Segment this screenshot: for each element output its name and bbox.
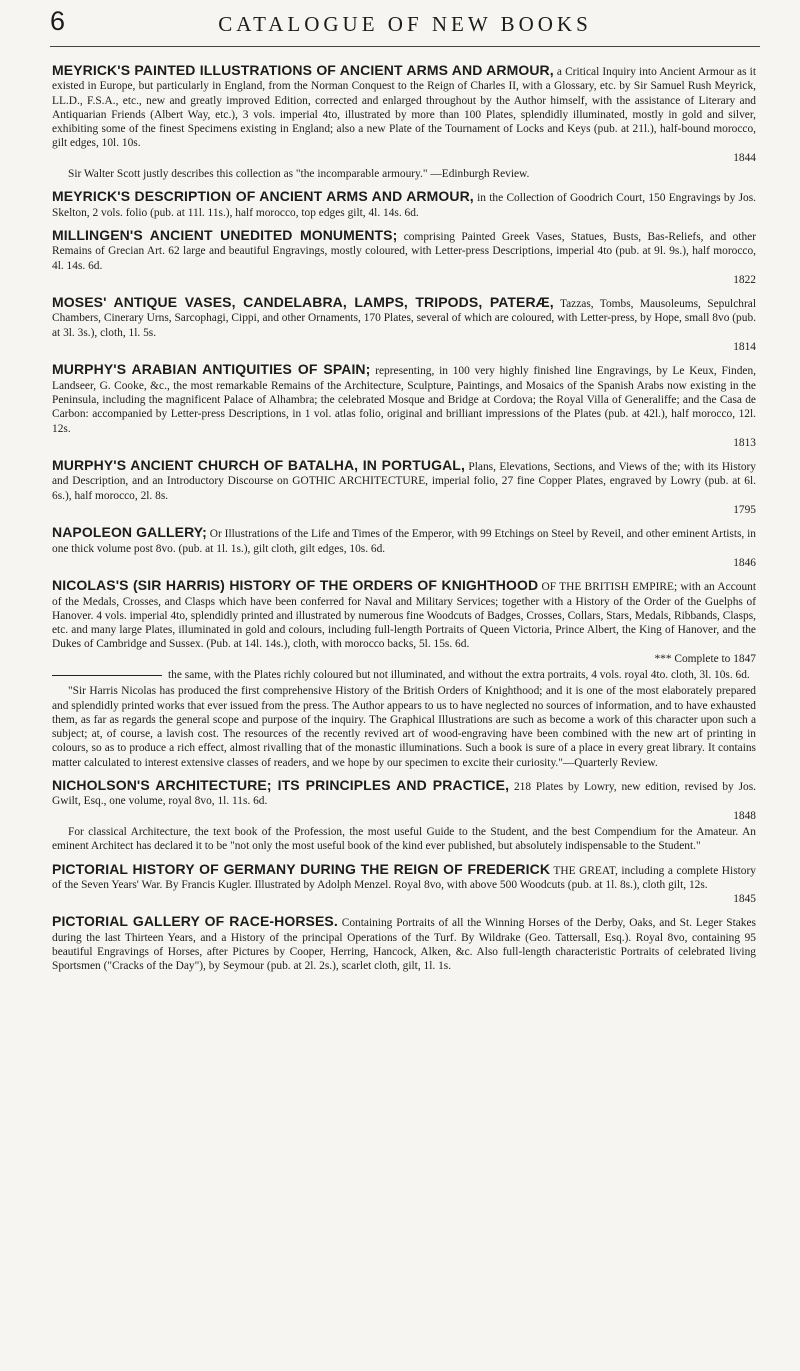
entry-body: Containing Portraits of all the Winning Horses of the Derby, Oaks, and St. Leger Stakes during the last Thirteen Years, and a History of the principal Operations of the Turf. By Wildrake (Geo. Tattersall, Esq.). Royal 8vo, containing 95 beautiful Engravings of Horses, after Pictures by Cooper, Herring, Hancock, Alken, &c. Also full-length characteristic Portraits of celebrated living Sportsmen ("Cracks of the Day"), by Seymour (pub. at 2l. 2s.), scarlet cloth, gilt, 1l. 1s. — [52, 917, 756, 973]
catalogue-entry — [52, 862, 756, 907]
entry-note: Sir Walter Scott justly describes this collection as "the incomparable armoury." —Edinburgh Review. — [68, 168, 530, 181]
entry-variant — [52, 668, 756, 682]
entry-body: a Critical Inquiry into Ancient Armour as it existed in Europe, but particularly in England, from the Norman Conquest to the Reign of Charles II, with a Glossary, etc. by Sir Samuel Rush Meyrick, LL.D., F.S.A., etc., new and greatly improved Edition, corrected and enlarged throughout by the Author himself, with the assistance of Literary and Antiquarian Friends (Albert Way, etc.), 3 vols. imperial 4to, illustrated by more than 100 Plates, splendidly illuminated, mostly in gold and silver, exhibiting some of the finest Specimens existing in England; also a new Plate of the Tournament of Locks and Keys (pub. at 21l.), half-bound morocco, gilt edges, 10l. 10s. — [52, 66, 756, 150]
entry-body: representing, in 100 very highly finished line Engravings, by Le Keux, Finden, Landseer, G. Cooke, &c., the most remarkable Remains of the Architecture, Sculpture, Paintings, and Mosaics of the Spanish Arabs now existing in the Peninsula, including the magnificent Palace of Alhambra; the celebrated Mosque and Bridge at Cordova; the Royal Villa of Generaliffe; and the Casa de Carbon: accompanied by Letter-press Descriptions, in 1 vol. atlas folio, original and brilliant impressions of the Plates (pub. at 42l.), half morocco, 12l. 12s. — [52, 365, 756, 435]
entry-year: 1795 — [733, 504, 756, 517]
ditto-dash — [52, 675, 162, 676]
catalogue-entry — [52, 525, 756, 570]
entry-note: "Sir Harris Nicolas has produced the first comprehensive History of the British Orders of Knighthood; and it is one of the most elaborately prepared and splendidly printed works that ever issued from the press. The Author appears to us to have neglected no sources of information, and to have exhausted them, as far as regards the general scope and purpose of the inquiry. The Graphical Illustrations are such as become a work of this character upon such a subject; at, of course, a lavish cost. The resources of the recently revived art of wood-engraving have been combined with the new art of printing in colours, so as to produce a rich effect, almost rivalling that of the monastic illuminations. Such a book is sure of a place in every great library. It contains matter calculated to interest extensive classes of readers, and we hope by our specimen to excite their curiosity."—Quarterly Review. — [52, 685, 756, 769]
page-header — [50, 0, 760, 47]
entry-title: MURPHY'S ARABIAN ANTIQUITIES OF SPAIN; — [52, 361, 371, 378]
entry-year: 1813 — [733, 436, 756, 449]
catalogue-entry — [52, 228, 756, 287]
entry-title: MEYRICK'S PAINTED ILLUSTRATIONS OF ANCIENT ARMS AND ARMOUR, — [52, 62, 554, 78]
entries — [52, 47, 756, 974]
page-number: 6 — [50, 6, 66, 36]
entry-body: Tazzas, Tombs, Mausoleums, Sepulchral Chambers, Cinerary Urns, Sarcophagi, Cippi, and other Ornaments, 170 Plates, several of which are coloured, with Letter-press, by Hope, small 8vo (pub. at 3l. 3s.), cloth, 1l. 5s. — [52, 298, 756, 339]
entry-year: 1848 — [733, 809, 756, 822]
catalogue-entry — [52, 778, 756, 853]
entry-year: 1845 — [733, 893, 756, 906]
entry-title: NICHOLSON'S ARCHITECTURE; ITS PRINCIPLES AND PRACTICE, — [52, 777, 510, 794]
entry-title: NAPOLEON GALLERY; — [52, 524, 207, 541]
entry-title: MILLINGEN'S ANCIENT UNEDITED MONUMENTS; — [52, 226, 398, 243]
entry-body: OF THE BRITISH EMPIRE; with an Account of the Medals, Crosses, and Clasps which have been conferred for Naval and Military Services; together with a History of the Order of the Guelphs of Hanover. 4 vols. imperial 4to, splendidly printed and illustrated by numerous fine Woodcuts of Badges, Crosses, Collars, Stars, Medals, Ribbands, Clasps, etc. and many large Plates, illuminated in gold and colours, including full-length Portraits of Queen Victoria, Prince Albert, the King of Hanover, and the Dukes of Cambridge and Sussex. (Pub. at 14l. 14s.), cloth, with morocco backs, 5l. 15s. 6d. — [52, 581, 756, 651]
catalogue-entry — [52, 295, 756, 354]
entry-title: MURPHY'S ANCIENT CHURCH OF BATALHA, IN PORTUGAL, — [52, 457, 465, 474]
entry-title: PICTORIAL GALLERY OF RACE-HORSES. — [52, 913, 338, 930]
entry-year: *** Complete to 1847 — [654, 652, 756, 665]
entry-body: 218 Plates by Lowry, new edition, revised by Jos. Gwilt, Esq., one volume, royal 8vo, 1l. 11s. 6d. — [52, 781, 756, 808]
entry-variant-text: the same, with the Plates richly coloured but not illuminated, and without the extra portraits, 4 vols. royal 4to. cloth, 3l. 10s. 6d. — [168, 668, 750, 681]
catalogue-entry — [52, 578, 756, 770]
entry-body: in the Collection of Goodrich Court, 150 Engravings by Jos. Skelton, 2 vols. folio (pub. at 11l. 11s.), half morocco, top edges gilt, 4l. 14s. 6d. — [52, 192, 756, 219]
entry-body: THE GREAT, including a complete History of the Seven Years' War. By Francis Kugler. Illustrated by Adolph Menzel. Royal 8vo, with above 500 Woodcuts (pub. at 1l. 8s.), cloth gilt, 12s. — [52, 864, 756, 891]
entry-year: 1846 — [733, 556, 756, 569]
entry-year: 1844 — [733, 151, 756, 164]
entry-title: MEYRICK'S DESCRIPTION OF ANCIENT ARMS AND ARMOUR, — [52, 188, 474, 205]
entry-title: MOSES' ANTIQUE VASES, CANDELABRA, LAMPS, TRIPODS, PATERÆ, — [52, 294, 554, 311]
entry-body: Or Illustrations of the Life and Times of the Emperor, with 99 Etchings on Steel by Reveil, and other eminent Artists, in one thick volume post 8vo. (pub. at 1l. 1s.), gilt cloth, gilt edges, 10s. 6d. — [52, 528, 756, 555]
entry-year: 1814 — [733, 341, 756, 354]
entry-year: 1822 — [733, 273, 756, 286]
running-head: CATALOGUE OF NEW BOOKS — [218, 12, 592, 36]
entry-note: For classical Architecture, the text book of the Profession, the most useful Guide to the Student, and the best Compendium for the Amateur. An eminent Architect has declared it to be "not only the most useful book of the kind ever published, but absolutely indispensable to the Student." — [52, 825, 756, 853]
catalogue-entry — [52, 362, 756, 450]
entry-title: NICOLAS'S (SIR HARRIS) HISTORY OF THE ORDERS OF KNIGHTHOOD — [52, 577, 539, 594]
catalogue-entry — [52, 63, 756, 181]
catalogue-entry — [52, 458, 756, 517]
catalogue-entry — [52, 914, 756, 973]
catalogue-entry — [52, 189, 756, 220]
entry-body: Plans, Elevations, Sections, and Views of the; with its History and Description, and an Introductory Discourse on GOTHIC ARCHITECTURE, imperial folio, 27 fine Copper Plates, engraved by Lowry (pub. at 6l. 6s.), half morocco, 2l. 8s. — [52, 461, 756, 502]
entry-title: PICTORIAL HISTORY OF GERMANY DURING THE REIGN OF FREDERICK — [52, 860, 551, 877]
entry-body: comprising Painted Greek Vases, Statues, Busts, Bas-Reliefs, and other Remains of Grecian Art. 62 large and beautiful Engravings, mostly coloured, with Letter-press Descriptions, imperial 4to (pub. at 9l. 9s.), half morocco, 4l. 14s. 6d. — [52, 230, 756, 272]
